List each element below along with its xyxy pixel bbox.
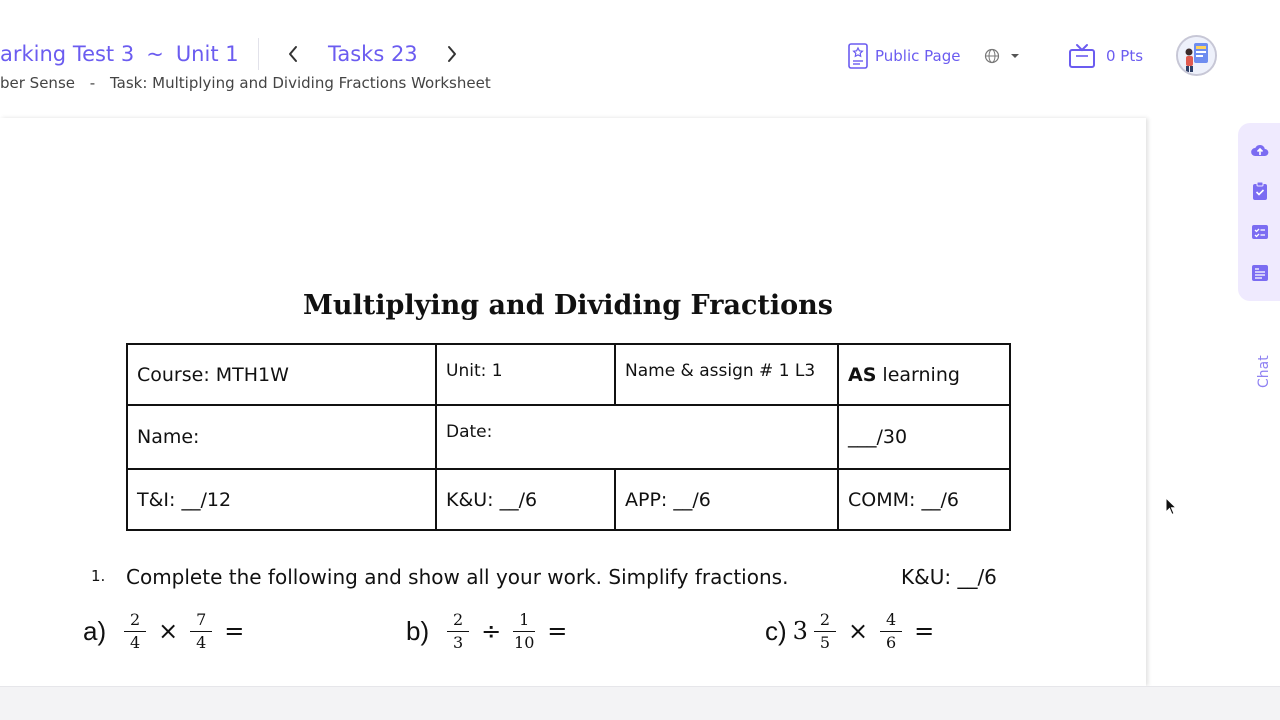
- problem-c: [765, 602, 942, 660]
- worksheet-viewer[interactable]: [0, 118, 1146, 686]
- public-page-label: Public Page: [875, 47, 961, 65]
- breadcrumb-unit[interactable]: Unit 1: [175, 42, 239, 66]
- numerator: 2: [130, 609, 141, 629]
- unit-cell: Unit: 1: [436, 344, 615, 405]
- chevron-right-icon: [446, 45, 458, 63]
- denominator: 10: [514, 632, 535, 652]
- fraction: [447, 610, 469, 653]
- public-page-button[interactable]: [847, 41, 960, 71]
- fraction: [880, 610, 902, 653]
- sub-breadcrumb-dash: -: [89, 74, 96, 92]
- next-task-button[interactable]: [440, 41, 464, 67]
- numerator: 7: [196, 609, 207, 629]
- problem-b: [406, 602, 575, 660]
- public-page-icon: [847, 42, 869, 70]
- whole-number: 3: [792, 617, 808, 645]
- date-cell: Date:: [436, 405, 838, 469]
- name-assign-cell: Name & assign # 1 L3: [615, 344, 838, 405]
- denominator: 6: [885, 632, 897, 652]
- table-row: [127, 469, 1010, 530]
- notes-icon: [1250, 263, 1270, 283]
- name-cell: Name:: [127, 405, 436, 469]
- course-cell: Course: MTH1W: [127, 344, 436, 405]
- task-breadcrumb: [0, 74, 491, 92]
- cloud-upload-icon: [1250, 141, 1270, 161]
- ku-score-cell: K&U: __/6: [436, 469, 615, 530]
- ti-score-cell: T&I: __/12: [127, 469, 436, 530]
- denominator: 4: [196, 632, 207, 652]
- top-header: [0, 0, 1280, 115]
- table-row: [127, 344, 1010, 405]
- clipboard-check-icon: [1250, 181, 1270, 201]
- equals-sign: =: [224, 617, 245, 645]
- worksheet-title: Multiplying and Dividing Fractions: [303, 290, 833, 321]
- total-score-cell: ___/30: [838, 405, 1010, 469]
- breadcrumb-separator: ~: [146, 42, 164, 66]
- checklist-button[interactable]: [1250, 222, 1270, 242]
- course-breadcrumb: [0, 38, 239, 70]
- as-learning-label: learning: [876, 363, 960, 386]
- bottom-bar: [0, 686, 1280, 720]
- points-display[interactable]: [1068, 41, 1143, 71]
- submit-button[interactable]: [1250, 181, 1270, 201]
- problem-label: b): [406, 615, 430, 646]
- breadcrumb-course[interactable]: arking Test 3: [0, 42, 135, 66]
- chevron-left-icon: [287, 45, 299, 63]
- mouse-cursor-icon: [1165, 497, 1177, 516]
- breadcrumb-divider: [258, 38, 259, 70]
- notes-button[interactable]: [1250, 263, 1270, 283]
- numerator: 4: [885, 609, 897, 629]
- denominator: 4: [130, 632, 141, 652]
- numerator: 2: [819, 609, 831, 629]
- app-score-cell: APP: __/6: [615, 469, 838, 530]
- fraction: [190, 610, 212, 653]
- student-info-table: [126, 343, 1011, 531]
- table-row: [127, 405, 1010, 469]
- sub-breadcrumb-unit[interactable]: ber Sense: [0, 74, 75, 92]
- problem-a: [83, 602, 252, 660]
- language-selector[interactable]: [984, 44, 1020, 68]
- avatar-illustration-icon: [1178, 37, 1215, 74]
- problem-label: c): [765, 615, 787, 646]
- question-text: Complete the following and show all your work. Simplify fractions.: [126, 565, 789, 589]
- fraction: [124, 610, 146, 653]
- tasks-counter[interactable]: Tasks 23: [328, 42, 418, 66]
- right-tool-rail: [1238, 123, 1280, 301]
- question-number: 1.: [91, 567, 106, 585]
- as-bold-label: AS: [848, 363, 877, 386]
- equals-sign: =: [914, 617, 935, 645]
- chat-tab[interactable]: [1256, 352, 1280, 402]
- chat-label: Chat: [1256, 355, 1272, 388]
- fraction: [814, 610, 836, 653]
- caret-down-icon: [1010, 53, 1020, 59]
- globe-icon: [984, 48, 1000, 64]
- checklist-icon: [1250, 222, 1270, 242]
- sub-breadcrumb-task: Task: Multiplying and Dividing Fractions Worksheet: [109, 74, 491, 92]
- tv-icon: [1068, 43, 1096, 69]
- numerator: 1: [519, 609, 530, 629]
- points-label: 0 Pts: [1106, 47, 1144, 65]
- previous-task-button[interactable]: [281, 41, 305, 67]
- operator: ÷: [481, 617, 502, 645]
- operator: ×: [158, 617, 179, 645]
- problem-label: a): [83, 615, 107, 646]
- question-marks: K&U: __/6: [901, 565, 997, 589]
- upload-button[interactable]: [1250, 141, 1270, 161]
- operator: ×: [847, 617, 869, 645]
- as-learning-cell: [838, 344, 1010, 405]
- denominator: 5: [819, 632, 831, 652]
- comm-score-cell: COMM: __/6: [838, 469, 1010, 530]
- numerator: 2: [453, 609, 464, 629]
- equals-sign: =: [547, 617, 568, 645]
- fraction: [513, 610, 535, 653]
- denominator: 3: [453, 632, 464, 652]
- user-avatar[interactable]: [1176, 35, 1217, 76]
